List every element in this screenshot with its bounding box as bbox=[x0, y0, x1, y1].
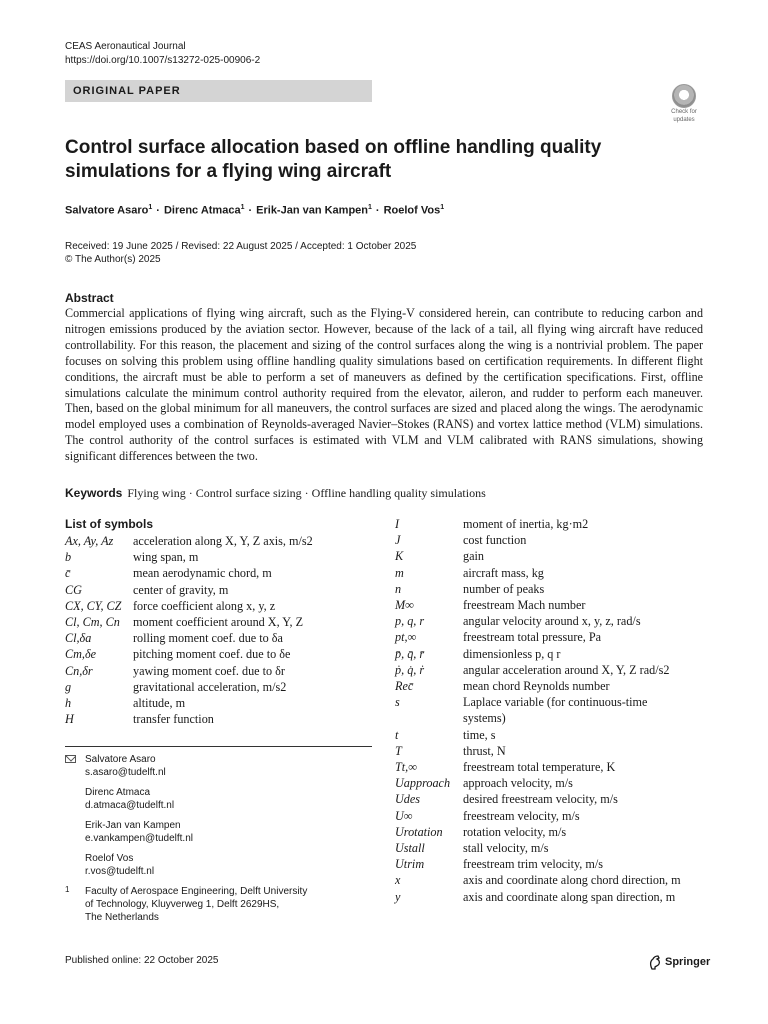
symbol-description: wing span, m bbox=[133, 550, 199, 565]
contact-email[interactable]: d.atmaca@tudelft.nl bbox=[85, 800, 175, 811]
author-name[interactable]: Direnc Atmaca bbox=[163, 204, 241, 217]
symbol-term: b bbox=[65, 550, 72, 565]
contact-name: Salvatore Asaro bbox=[85, 754, 156, 765]
affiliation-line: of Technology, Kluyverweg 1, Delft 2629HS, bbox=[85, 899, 280, 910]
author-affiliation-mark: 1 bbox=[148, 204, 153, 211]
doi-link[interactable]: https://doi.org/10.1007/s13272-025-00906-2 bbox=[65, 55, 261, 66]
symbol-term: K bbox=[395, 549, 404, 564]
symbol-description: acceleration along X, Y, Z axis, m/s2 bbox=[133, 534, 313, 548]
symbol-description: gain bbox=[463, 549, 484, 564]
contact-name: Roelof Vos bbox=[85, 853, 134, 864]
contact-email[interactable]: s.asaro@tudelft.nl bbox=[85, 767, 166, 778]
symbol-term: Udes bbox=[395, 792, 421, 807]
keywords-line bbox=[65, 486, 486, 501]
symbol-description: center of gravity, m bbox=[133, 582, 229, 597]
symbol-description: freestream Mach number bbox=[463, 598, 586, 612]
journal-name: CEAS Aeronautical Journal bbox=[65, 41, 186, 52]
contact-name: Direnc Atmaca bbox=[85, 787, 151, 798]
symbol-term: Urotation bbox=[395, 824, 443, 839]
author-affiliation-mark: 1 bbox=[368, 204, 372, 211]
publisher-name: Springer bbox=[665, 956, 711, 969]
author-affiliation-mark: 1 bbox=[240, 204, 245, 211]
check-for-updates-line1: Check for bbox=[671, 109, 697, 115]
affiliation-line: Faculty of Aerospace Engineering, Delft University bbox=[85, 886, 308, 897]
symbol-term: Uapproach bbox=[395, 776, 451, 791]
contact-entry bbox=[65, 819, 365, 845]
symbol-description: moment coefficient around X, Y, Z bbox=[133, 615, 304, 629]
symbol-description: altitude, m bbox=[133, 696, 186, 710]
affiliation bbox=[65, 885, 365, 924]
symbol-description: freestream total temperature, K bbox=[463, 760, 616, 774]
symbol-description: yawing moment coef. due to δr bbox=[133, 663, 285, 678]
author-separator: · bbox=[248, 204, 253, 217]
symbol-description: moment of inertia, kg·m2 bbox=[463, 517, 589, 531]
symbol-term: Tt,∞ bbox=[395, 760, 417, 774]
symbol-term: x bbox=[395, 873, 401, 888]
keywords-text: Flying wing · Control surface sizing · Offline handling quality simulations bbox=[127, 486, 486, 500]
symbol-description: dimensionless p, q r bbox=[463, 646, 561, 661]
symbol-description: rotation velocity, m/s bbox=[463, 824, 567, 839]
symbol-description: freestream trim velocity, m/s bbox=[463, 857, 603, 872]
contact-entry bbox=[65, 786, 365, 812]
contact-entry bbox=[65, 852, 365, 878]
symbol-description: pitching moment coef. due to δe bbox=[133, 647, 291, 662]
author-affiliation-mark: 1 bbox=[440, 204, 445, 211]
symbol-description: time, s bbox=[463, 727, 496, 742]
symbol-term: H bbox=[65, 712, 74, 727]
symbol-term: M∞ bbox=[395, 598, 414, 612]
contact-list bbox=[65, 753, 365, 878]
check-for-updates-line2: updates bbox=[673, 117, 695, 123]
symbol-description: angular velocity around x, y, z, rad/s bbox=[463, 614, 641, 629]
symbol-description: mean aerodynamic chord, m bbox=[133, 566, 272, 581]
springer-horse-icon bbox=[648, 955, 662, 970]
symbol-description: rolling moment coef. due to δa bbox=[133, 631, 283, 646]
paper-title: Control surface allocation based on offline handling quality simulations for a flying wing aircraft bbox=[65, 137, 602, 182]
symbol-term: CG bbox=[65, 582, 82, 597]
symbol-description: aircraft mass, kg bbox=[463, 565, 544, 580]
symbol-term: Ustall bbox=[395, 841, 425, 855]
symbol-term: Rec̄ bbox=[395, 679, 414, 693]
symbol-description: cost function bbox=[463, 533, 527, 548]
symbol-description: desired freestream velocity, m/s bbox=[463, 792, 618, 807]
symbol-description: freestream total pressure, Pa bbox=[463, 630, 602, 645]
symbol-description: mean chord Reynolds number bbox=[463, 679, 610, 693]
footnote-divider bbox=[65, 746, 372, 747]
contact-email[interactable]: r.vos@tudelft.nl bbox=[85, 866, 155, 877]
author-separator: · bbox=[375, 204, 380, 217]
symbol-term: ṗ, q̇, ṙ bbox=[395, 662, 425, 677]
symbol-term: Cn,δr bbox=[65, 663, 93, 678]
symbol-description: axis and coordinate along span direction, m bbox=[463, 889, 676, 904]
symbol-description: transfer function bbox=[133, 712, 214, 727]
symbol-description: approach velocity, m/s bbox=[463, 776, 573, 791]
symbol-description: number of peaks bbox=[463, 581, 545, 596]
symbol-term: CX, CY, CZ bbox=[65, 598, 122, 613]
symbol-term: y bbox=[395, 889, 401, 904]
abstract-heading: Abstract bbox=[65, 291, 114, 305]
symbol-term: p̄, q̄, r̄ bbox=[395, 646, 425, 661]
article-dates bbox=[65, 240, 416, 266]
symbols-heading: List of symbols bbox=[65, 517, 154, 531]
author-separator: · bbox=[156, 204, 160, 217]
contact-entry bbox=[65, 753, 365, 779]
publisher-logo[interactable] bbox=[648, 953, 710, 969]
copyright-line: © The Author(s) 2025 bbox=[65, 254, 161, 265]
abstract-text: Commercial applications of flying wing aircraft, such as the Flying-V considered herein, can contribute to reducing carbon and nitrogen emissions produced by the aviation sector. However, because of the lack of a tail, all flying wing aircraft have reduced controllability. For this reason, the placement and sizing of the control surfaces along the wing is a nontrivial problem. The paper focuses on solving this problem using offline handling quality simulations based on certification requirements. In different flight conditions, the aircraft must be able to perform a set of maneuvers as defined by the certification specifications. First, offline simulations calculate the minimum control authority required from the elevator, aileron, and rudder to perform each maneuver. Then, based on the global minimum for all maneuvers, the control surfaces are sized and placed along the wings. The aerodynamic model employed uses a combination of Reynolds-averaged Navier–Stokes (RANS) and vortex lattice method (VLM) simulations. The control authority of the control surfaces is estimated with VLM and VLM calibrated with RANS simulations, showing significant differences between the two. bbox=[65, 306, 703, 464]
envelope-icon bbox=[65, 755, 76, 763]
symbol-term: I bbox=[395, 517, 400, 531]
published-date: Published online: 22 October 2025 bbox=[65, 955, 219, 966]
symbol-term: g bbox=[65, 679, 72, 694]
symbol-description: Laplace variable (for continuous-time bbox=[463, 695, 648, 710]
symbol-term: c̄ bbox=[65, 566, 71, 581]
journal-header bbox=[65, 40, 260, 68]
symbol-term: p, q, r bbox=[395, 614, 425, 629]
symbol-term: t bbox=[395, 727, 399, 742]
author-list bbox=[65, 204, 444, 217]
check-for-updates-icon bbox=[672, 84, 696, 108]
symbol-term: m bbox=[395, 565, 404, 580]
check-for-updates-badge[interactable] bbox=[664, 84, 704, 124]
symbol-term: Utrim bbox=[395, 857, 425, 872]
symbol-term: n bbox=[395, 581, 402, 596]
author-name[interactable]: Erik-Jan van Kampen bbox=[256, 204, 369, 217]
author-name[interactable]: Salvatore Asaro bbox=[65, 204, 149, 217]
affiliation-line: The Netherlands bbox=[85, 912, 159, 923]
symbol-description: axis and coordinate along chord direction, m bbox=[463, 873, 681, 888]
article-type-banner: ORIGINAL PAPER bbox=[65, 80, 372, 102]
symbol-term: pt,∞ bbox=[395, 630, 417, 645]
symbol-description: gravitational acceleration, m/s2 bbox=[133, 679, 287, 694]
contact-email[interactable]: e.vankampen@tudelft.nl bbox=[85, 833, 193, 844]
date-history: Received: 19 June 2025 / Revised: 22 August 2025 / Accepted: 1 October 2025 bbox=[65, 241, 417, 252]
symbol-term: U∞ bbox=[395, 808, 413, 823]
symbol-term: Ax, Ay, Az bbox=[65, 534, 114, 548]
symbol-description: freestream velocity, m/s bbox=[463, 808, 580, 823]
keywords-heading: Keywords bbox=[65, 486, 123, 500]
symbol-term: Cl, Cm, Cn bbox=[65, 615, 120, 629]
symbol-description: thrust, N bbox=[463, 743, 506, 758]
author-name[interactable]: Roelof Vos bbox=[383, 204, 441, 217]
affiliation-number: 1 bbox=[65, 885, 70, 894]
symbol-term: J bbox=[395, 533, 401, 548]
symbol-description: stall velocity, m/s bbox=[463, 841, 549, 855]
symbol-description: systems) bbox=[463, 711, 506, 726]
symbol-description: force coefficient along x, y, z bbox=[133, 598, 276, 613]
symbol-term: Cl,δa bbox=[65, 631, 92, 646]
symbol-term: s bbox=[395, 695, 400, 710]
symbol-description: angular acceleration around X, Y, Z rad/s2 bbox=[463, 662, 670, 677]
symbol-term: T bbox=[395, 743, 402, 758]
symbol-term: h bbox=[65, 696, 72, 710]
symbol-term: Cm,δe bbox=[65, 647, 97, 662]
contact-name: Erik-Jan van Kampen bbox=[85, 820, 181, 831]
contact-block bbox=[65, 753, 365, 924]
